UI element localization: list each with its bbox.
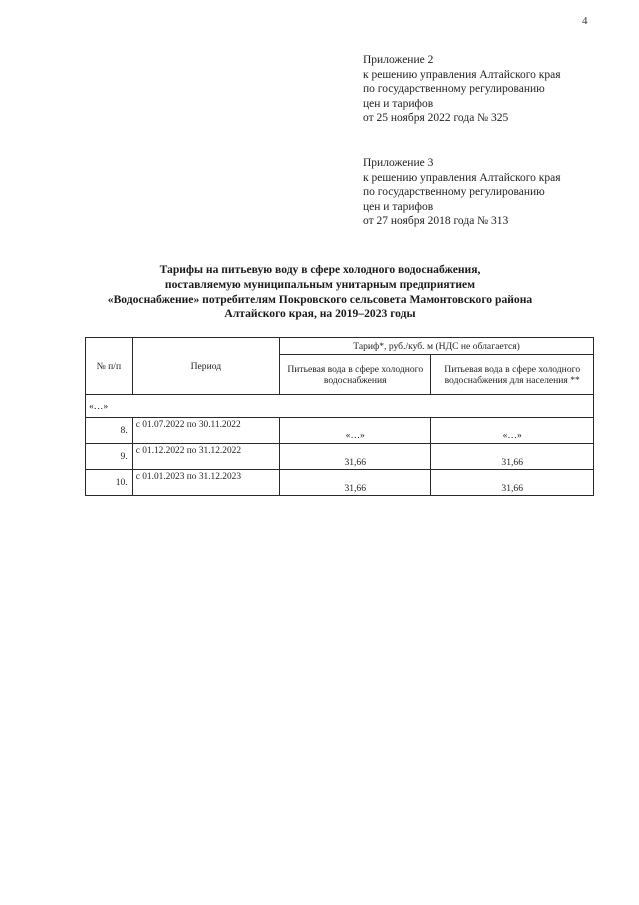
header-period: Период	[132, 338, 279, 395]
table-row-omission	[86, 395, 594, 418]
annex-2-block	[363, 53, 561, 126]
omission-cell: «…»	[86, 395, 594, 418]
header-col-cold: Питьевая вода в сфере холодного водоснабжения	[280, 355, 431, 395]
annex-2-line: Приложение 2	[363, 54, 434, 66]
table-row	[86, 470, 594, 496]
row-tariff-population: 31,66	[431, 444, 594, 470]
header-col-population: Питьевая вода в сфере холодного водоснабжения для населения **	[431, 355, 594, 395]
row-period: с 01.01.2023 по 31.12.2023	[132, 470, 279, 496]
annex-3-block	[363, 156, 561, 229]
row-num: 8.	[86, 418, 133, 444]
title-line: «Водоснабжение» потребителям Покровского сельсовета Мамонтовского района	[107, 292, 533, 306]
row-period: с 01.12.2022 по 31.12.2022	[132, 444, 279, 470]
row-num: 10.	[86, 470, 133, 496]
annex-2-line: цен и тарифов	[363, 97, 434, 110]
table-row	[86, 444, 594, 470]
annex-3-line: Приложение 3	[363, 157, 434, 169]
annex-2-line: по государственному регулированию	[363, 83, 545, 96]
annex-2-line: к решению управления Алтайского края	[363, 68, 561, 81]
page-number: 4	[582, 15, 588, 27]
row-tariff-cold: 31,66	[280, 470, 431, 496]
table-row	[86, 418, 594, 444]
title-line: поставляемую муниципальным унитарным предприятием	[164, 277, 476, 291]
title-line: Алтайского края, на 2019–2023 годы	[224, 307, 416, 321]
annex-3-line: от 27 ноября 2018 года № 313	[363, 215, 509, 228]
annex-3-line: по государственному регулированию	[363, 186, 545, 199]
row-tariff-population: 31,66	[431, 470, 594, 496]
row-tariff-cold: 31,66	[280, 444, 431, 470]
row-tariff-cold: «…»	[280, 418, 431, 444]
table-header-row	[86, 338, 594, 355]
annex-3-line: к решению управления Алтайского края	[363, 171, 561, 184]
header-tariff-group: Тариф*, руб./куб. м (НДС не облагается)	[280, 338, 594, 355]
header-num: № п/п	[86, 338, 133, 395]
annex-3-line: цен и тарифов	[363, 200, 434, 213]
tariff-table	[85, 337, 594, 496]
row-num: 9.	[86, 444, 133, 470]
title-line: Тарифы на питьевую воду в сфере холодного водоснабжения,	[159, 263, 481, 276]
row-tariff-population: «…»	[431, 418, 594, 444]
document-title	[60, 263, 580, 322]
annex-2-line: от 25 ноября 2022 года № 325	[363, 112, 509, 125]
row-period: с 01.07.2022 по 30.11.2022	[132, 418, 279, 444]
